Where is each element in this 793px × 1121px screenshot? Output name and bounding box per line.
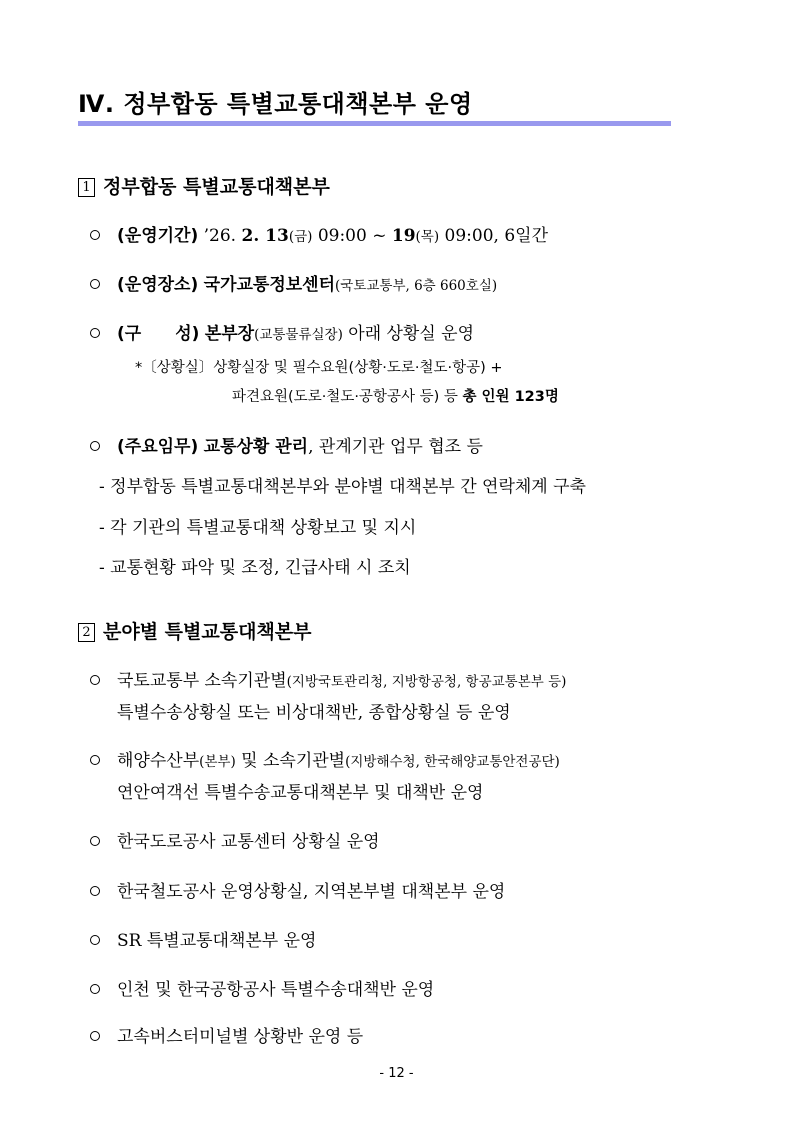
section-2-item [90,746,560,771]
section-2-item [90,975,434,1000]
circle-bullet-icon [90,886,100,896]
period-year: ’26. [203,226,237,246]
place-row [90,270,497,295]
item-main: 국토교통부 소속기관별 [117,671,287,691]
place-label: (운영장소) [117,275,199,295]
period-days: 6일간 [504,226,548,246]
item-text: 인천 및 한국공항공사 특별수송대책반 운영 [117,980,435,1000]
org-note-line2 [232,385,559,406]
circle-bullet-icon [90,279,100,289]
period-end-time: 09:00, [444,226,499,246]
period-start-day: (금) [288,229,313,245]
period-start: 2. 13 [241,226,289,246]
section-2-item [90,666,566,691]
dash-item: - 교통현황 파악 및 조정, 긴급사태 시 조치 [99,558,411,578]
org-label: (구 성) [117,324,200,344]
org-rest: 아래 상황실 운영 [348,324,475,344]
duty-label: (주요임무) [117,437,199,457]
section-1-number: 1 [78,178,95,197]
circle-bullet-icon [90,230,100,240]
section-2-title: 분야별 특별교통대책본부 [103,621,312,643]
org-note-total: 총 인원 123명 [462,389,559,405]
period-start-time: 09:00 ~ [317,226,387,246]
item-mid: 및 소속기관별 [241,751,346,771]
section-1-heading [78,172,330,199]
period-row [90,221,548,246]
item-main: 해양수산부 [117,751,200,771]
circle-bullet-icon [90,935,100,945]
period-end: 19 [391,226,416,246]
item-detail: (본부) [199,754,236,770]
item-continuation: 연안여객선 특별수송교통대책본부 및 대책반 운영 [117,783,484,803]
item-continuation: 특별수송상황실 또는 비상대책반, 종합상황실 등 운영 [117,703,511,723]
section-2-number: 2 [78,623,95,642]
item-detail: (지방해수청, 한국해양교통안전공단) [345,754,560,770]
item-detail: (지방국토관리청, 지방항공청, 항공교통본부 등) [286,674,567,690]
dash-item: - 각 기관의 특별교통대책 상황보고 및 지시 [99,518,417,538]
dash-item: - 정부합동 특별교통대책본부와 분야별 대책본부 간 연락체계 구축 [99,477,586,497]
circle-bullet-icon [90,1031,100,1041]
section-2-heading [78,617,312,644]
item-text: 한국철도공사 운영상황실, 지역본부별 대책본부 운영 [117,882,506,902]
place-name: 국가교통정보센터 [203,275,336,295]
item-text: 한국도로공사 교통센터 상황실 운영 [117,832,380,852]
org-note-prefix: 파견요원(도로·철도·공항공사 등) 등 [232,389,458,405]
circle-bullet-icon [90,328,100,338]
section-2-item [90,827,380,852]
period-end-day: (목) [415,229,440,245]
page-number: - 12 - [379,1066,414,1081]
duty-row [90,432,483,457]
place-detail: (국토교통부, 6층 660호실) [335,278,498,294]
circle-bullet-icon [90,441,100,451]
org-row [90,319,474,344]
org-name: 본부장 [204,324,255,344]
org-detail: (교통물류실장) [254,327,343,343]
circle-bullet-icon [90,755,100,765]
duty-name: 교통상황 관리 [203,437,309,457]
org-note-line1: *〔상황실〕상황실장 및 필수요원(상황·도로·철도·항공) + [135,360,503,376]
circle-bullet-icon [90,984,100,994]
circle-bullet-icon [90,836,100,846]
section-2-item [90,1022,363,1047]
period-label: (운영기간) [117,226,199,246]
item-text: SR 특별교통대책본부 운영 [117,931,317,951]
page-title: Ⅳ. 정부합동 특별교통대책본부 운영 [78,90,473,118]
item-text: 고속버스터미널별 상황반 운영 등 [117,1027,364,1047]
section-1-title: 정부합동 특별교통대책본부 [103,176,330,198]
title-underline [78,121,671,126]
duty-rest: , 관계기관 업무 협조 등 [308,437,483,457]
section-2-item [90,877,505,902]
circle-bullet-icon [90,675,100,685]
section-2-item [90,926,316,951]
